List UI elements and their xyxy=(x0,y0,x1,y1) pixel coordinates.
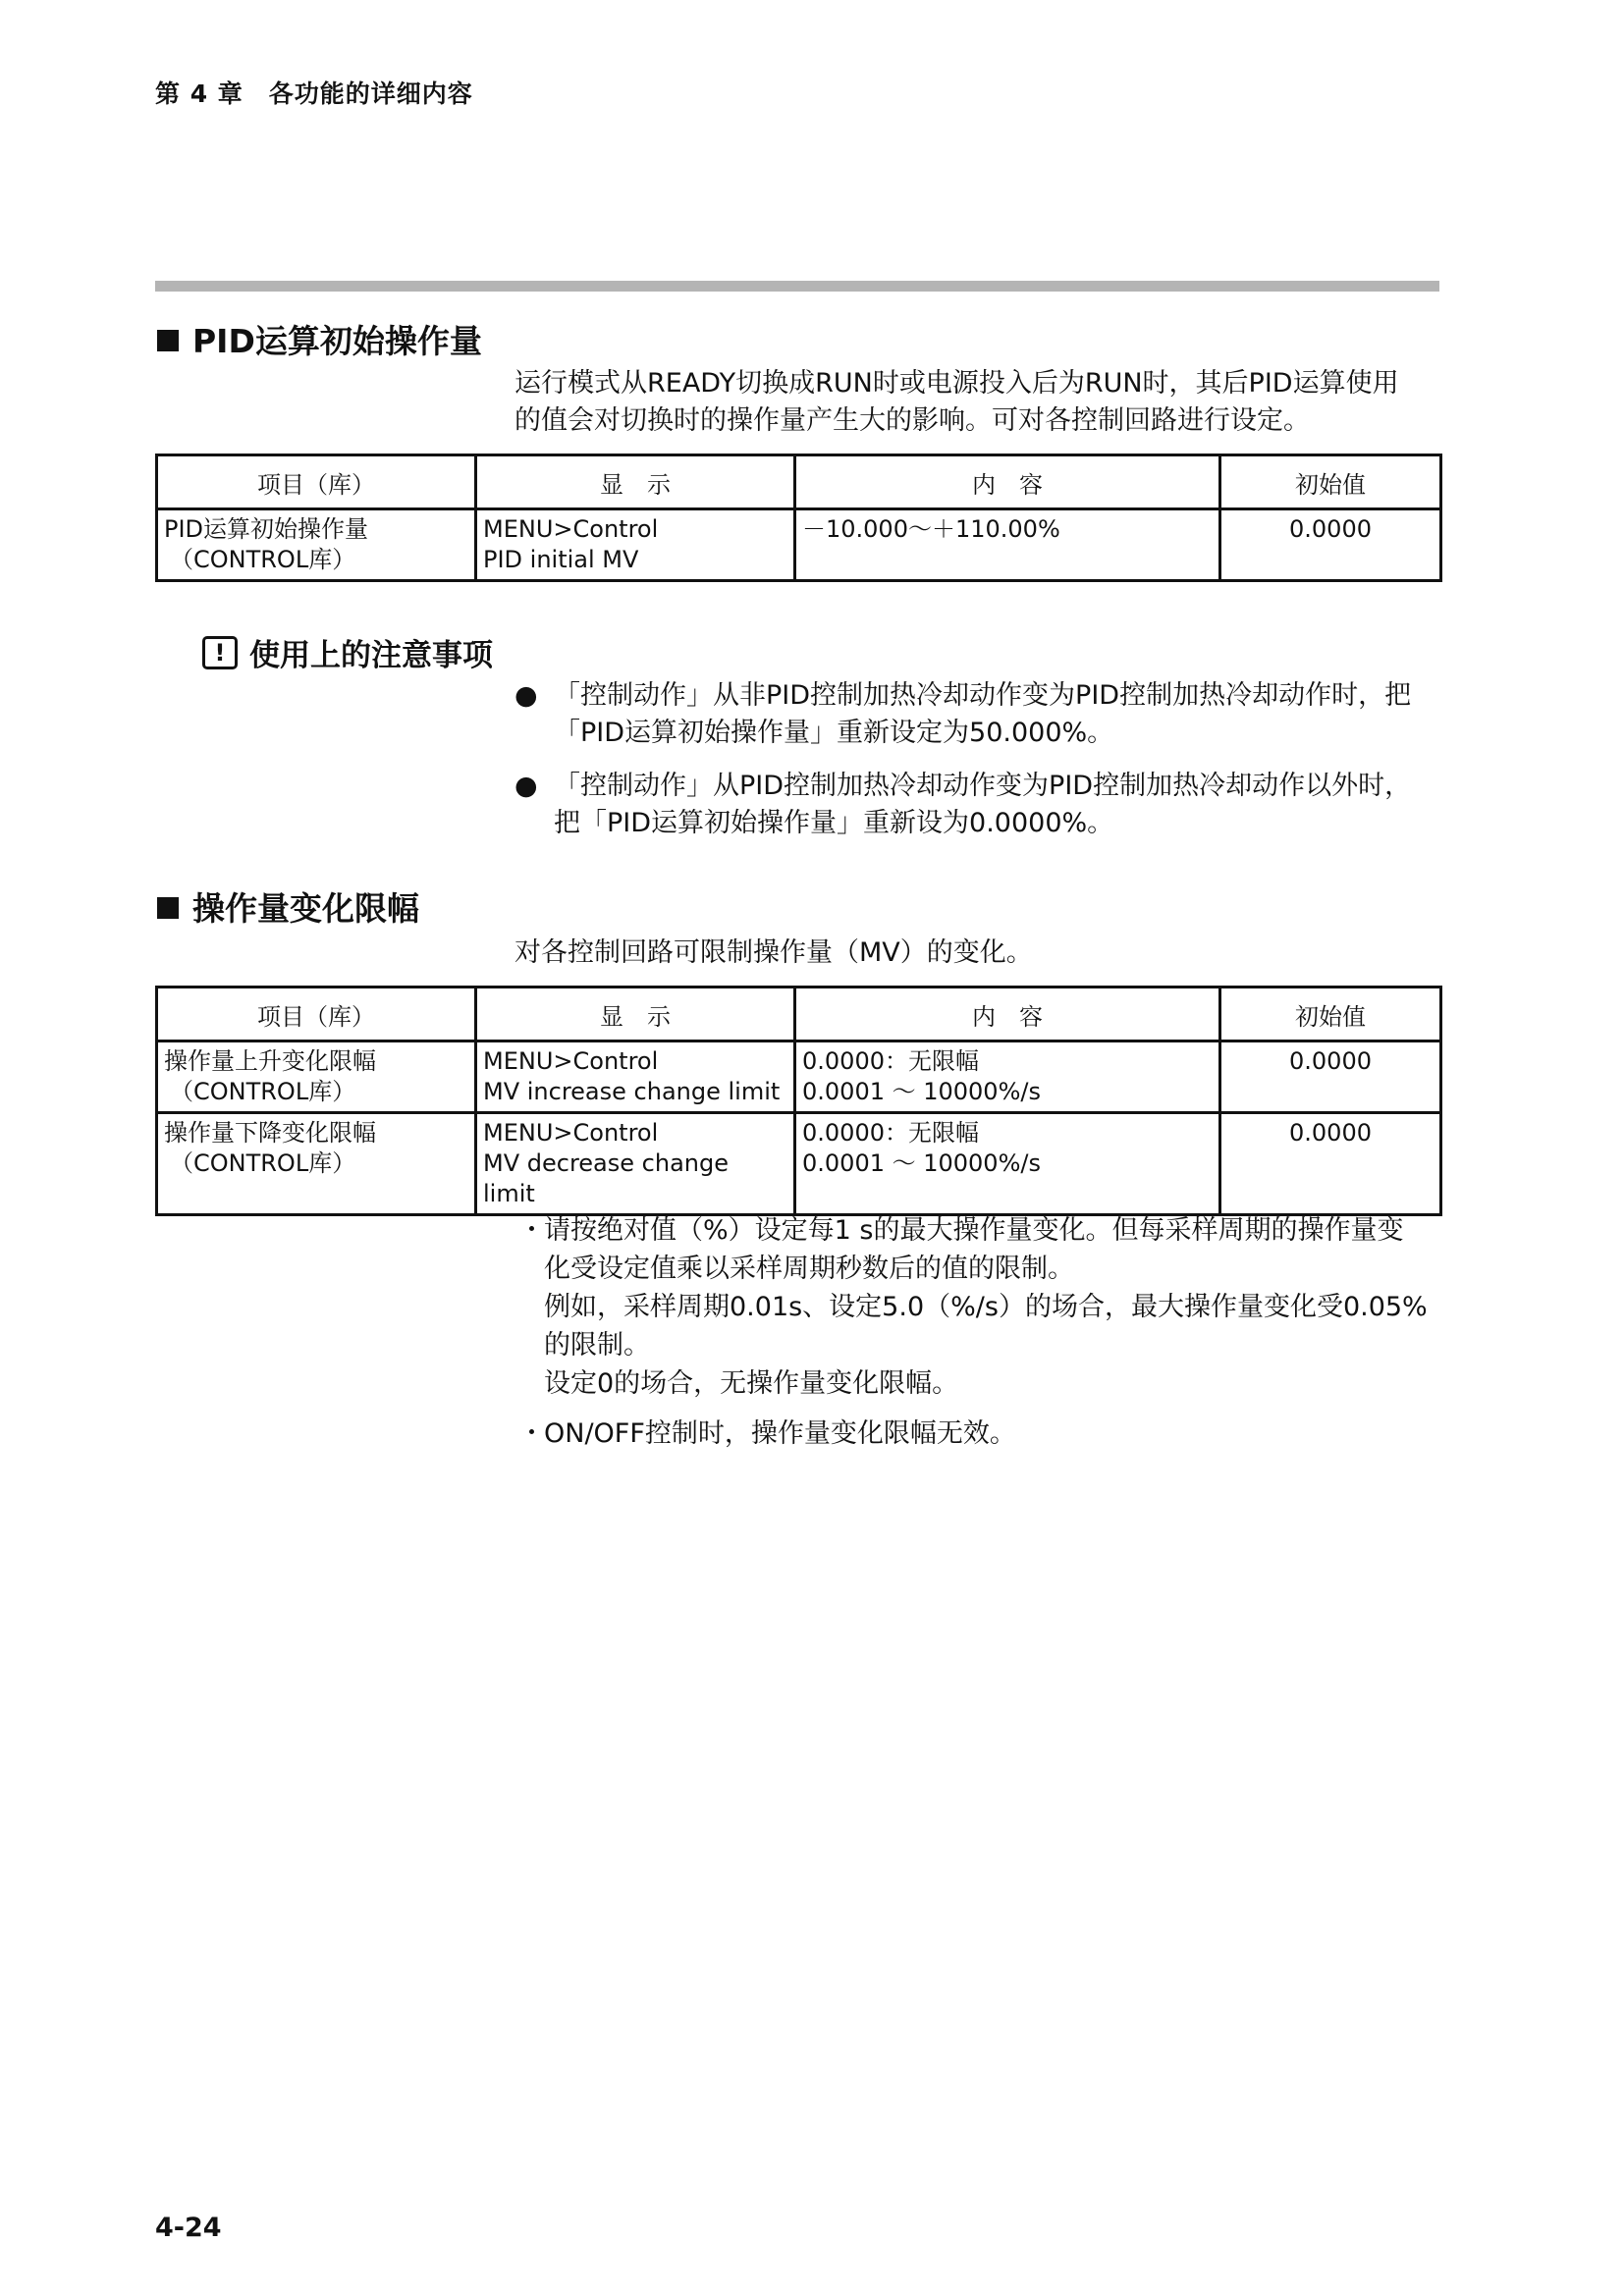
note-mark: ・ xyxy=(518,1215,545,1246)
cell-line: 0.0001 ～ 10000%/s xyxy=(802,1078,1041,1105)
notice-heading xyxy=(202,630,493,674)
cell-line: 操作量上升变化限幅 xyxy=(164,1047,376,1075)
cell-item xyxy=(157,1041,476,1113)
list-item xyxy=(518,1211,1461,1403)
cell-display xyxy=(476,509,795,581)
table-row xyxy=(157,509,1441,581)
section-divider xyxy=(155,281,1439,292)
exclamation-icon: ! xyxy=(202,636,238,669)
section2-notes xyxy=(518,1211,1461,1465)
header-initial: 初始值 xyxy=(1220,455,1441,509)
section2-intro xyxy=(514,934,1447,972)
mv-change-limit-table xyxy=(155,986,1442,1216)
note-line: 设定0的场合，无操作量变化限幅。 xyxy=(544,1368,959,1399)
note-line: 例如，采样周期0.01s、设定5.0（%/s）的场合，最大操作量变化受0.05% xyxy=(544,1292,1428,1322)
cell-line: 0.0000：无限幅 xyxy=(802,1047,979,1075)
cell-line: MV decrease change limit xyxy=(483,1149,729,1207)
notice-bullets xyxy=(511,677,1453,858)
cell-line: PID运算初始操作量 xyxy=(164,515,369,543)
cell-initial: 0.0000 xyxy=(1220,1113,1441,1215)
table-row xyxy=(157,1113,1441,1215)
bullet-line: 「控制动作」从PID控制加热冷却动作变为PID控制加热冷却动作以外时， xyxy=(554,771,1412,801)
cell-line: MENU>Control xyxy=(483,1047,659,1075)
cell-content xyxy=(795,1113,1220,1215)
header-display: 显 示 xyxy=(476,988,795,1041)
table-row xyxy=(157,1041,1441,1113)
bullet-line: 「PID运算初始操作量」重新设定为50.000%。 xyxy=(554,718,1114,748)
section1-intro xyxy=(514,365,1447,440)
section-title-text: PID运算初始操作量 xyxy=(192,322,482,360)
cell-initial: 0.0000 xyxy=(1220,509,1441,581)
cell-line: PID initial MV xyxy=(483,546,639,573)
header-item: 项目（库） xyxy=(157,988,476,1041)
cell-content xyxy=(795,509,1220,581)
intro-line: 运行模式从READY切换成RUN时或电源投入后为RUN时，其后PID运算使用 xyxy=(514,368,1399,399)
list-item xyxy=(511,768,1453,842)
cell-line: MENU>Control xyxy=(483,515,659,543)
list-item xyxy=(518,1415,1461,1453)
cell-line: －10.000～＋110.00% xyxy=(802,515,1060,543)
notice-title: 使用上的注意事项 xyxy=(249,638,493,673)
pid-initial-mv-table xyxy=(155,454,1442,582)
cell-line: （CONTROL库） xyxy=(170,1078,356,1105)
chapter-header: 第 4 章 各功能的详细内容 xyxy=(155,80,473,108)
cell-line: （CONTROL库） xyxy=(170,1149,356,1177)
bullet-dot-icon: ● xyxy=(514,771,538,801)
cell-line: （CONTROL库） xyxy=(170,546,356,573)
bullet-line: 「控制动作」从非PID控制加热冷却动作变为PID控制加热冷却动作时，把 xyxy=(554,680,1412,711)
section-title-pid-initial-mv xyxy=(157,316,482,362)
header-item: 项目（库） xyxy=(157,455,476,509)
square-bullet-icon xyxy=(157,330,179,351)
note-line: 的限制。 xyxy=(544,1330,650,1361)
cell-line: MENU>Control xyxy=(483,1119,659,1147)
section-title-text: 操作量变化限幅 xyxy=(192,889,419,928)
note-line: ON/OFF控制时，操作量变化限幅无效。 xyxy=(544,1418,1016,1449)
square-bullet-icon xyxy=(157,897,179,919)
cell-display xyxy=(476,1113,795,1215)
cell-item xyxy=(157,1113,476,1215)
cell-content xyxy=(795,1041,1220,1113)
note-line: 请按绝对值（%）设定每1 s的最大操作量变化。但每采样周期的操作量变 xyxy=(544,1215,1404,1246)
cell-line: MV increase change limit xyxy=(483,1078,781,1105)
list-item xyxy=(511,677,1453,752)
header-initial: 初始值 xyxy=(1220,988,1441,1041)
intro-line: 的值会对切换时的操作量产生大的影响。可对各控制回路进行设定。 xyxy=(514,405,1310,436)
bullet-line: 把「PID运算初始操作量」重新设为0.0000%。 xyxy=(554,808,1114,838)
note-mark: ・ xyxy=(518,1418,545,1449)
table-header-row xyxy=(157,455,1441,509)
intro-line: 对各控制回路可限制操作量（MV）的变化。 xyxy=(514,937,1033,968)
cell-line: 0.0000：无限幅 xyxy=(802,1119,979,1147)
section-title-mv-change-limit xyxy=(157,883,419,930)
header-display: 显 示 xyxy=(476,455,795,509)
bullet-dot-icon: ● xyxy=(514,680,538,711)
header-content: 内 容 xyxy=(795,455,1220,509)
cell-display xyxy=(476,1041,795,1113)
cell-item xyxy=(157,509,476,581)
cell-initial: 0.0000 xyxy=(1220,1041,1441,1113)
header-content: 内 容 xyxy=(795,988,1220,1041)
cell-line: 操作量下降变化限幅 xyxy=(164,1119,376,1147)
note-line: 化受设定值乘以采样周期秒数后的值的限制。 xyxy=(544,1254,1074,1284)
cell-line: 0.0001 ～ 10000%/s xyxy=(802,1149,1041,1177)
table-header-row xyxy=(157,988,1441,1041)
page-number: 4-24 xyxy=(155,2213,222,2243)
